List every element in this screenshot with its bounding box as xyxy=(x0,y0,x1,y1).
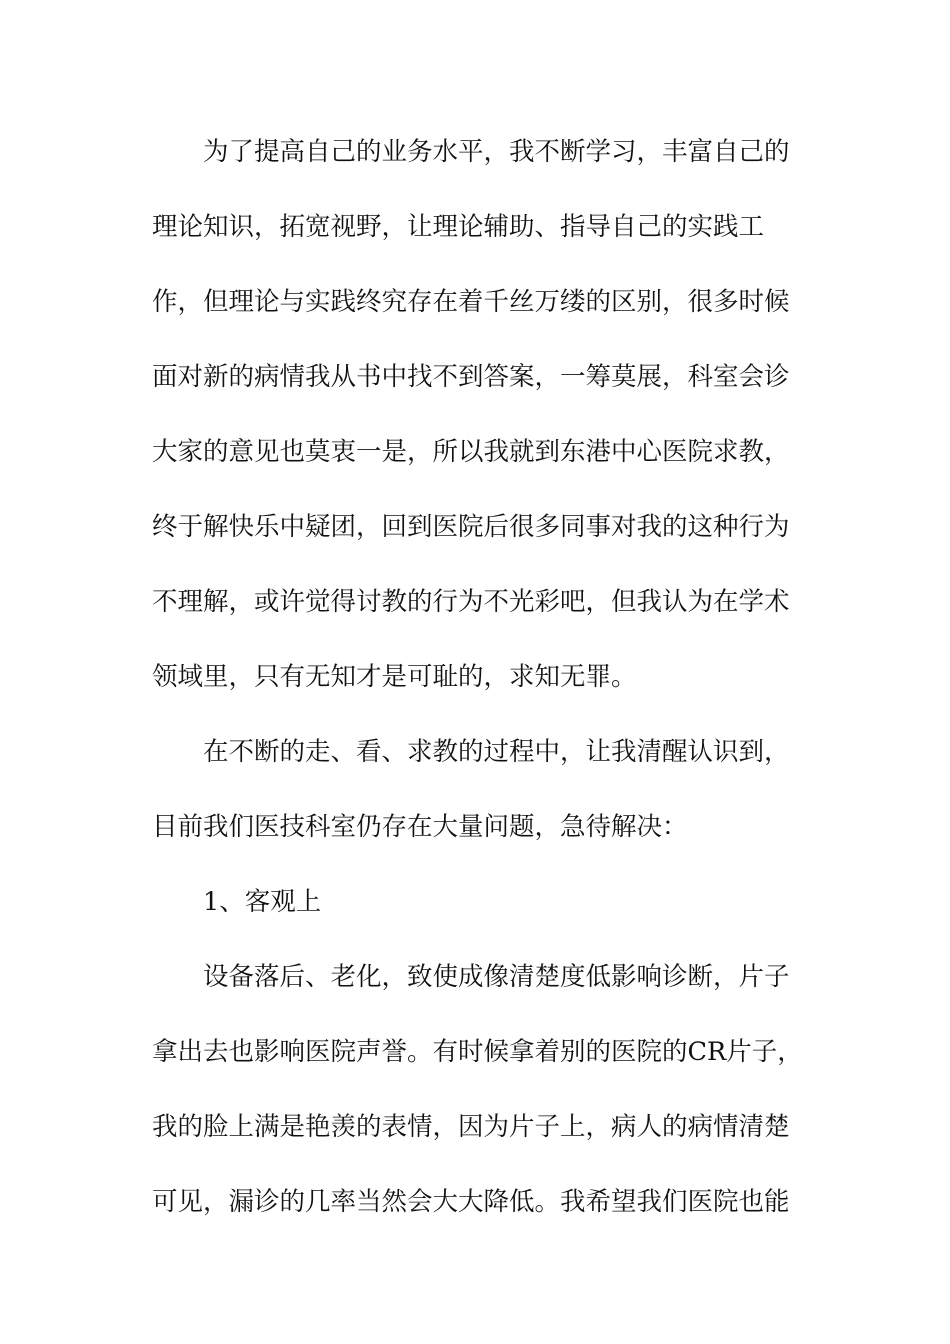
paragraph-line: 领域里，只有无知才是可耻的，求知无罪。 xyxy=(152,662,637,692)
paragraph-line: 终于解快乐中疑团，回到医院后很多同事对我的这种行为 xyxy=(152,512,790,542)
paragraph-line: 大家的意见也莫衷一是，所以我就到东港中心医院求教， xyxy=(152,437,790,467)
paragraph-line: 目前我们医技科室仍存在大量问题，急待解决： xyxy=(152,812,688,842)
paragraph-line: 面对新的病情我从书中找不到答案，一筹莫展，科室会诊 xyxy=(152,362,790,392)
paragraph-line: 为了提高自己的业务水平，我不断学习，丰富自己的 xyxy=(203,137,790,167)
paragraph-line: 理论知识，拓宽视野，让理论辅助、指导自己的实践工 xyxy=(152,212,765,242)
paragraph-line: 作，但理论与实践终究存在着千丝万缕的区别，很多时候 xyxy=(152,287,790,317)
paragraph-line: 可见，漏诊的几率当然会大大降低。我希望我们医院也能 xyxy=(152,1187,790,1217)
paragraph-line: 在不断的走、看、求教的过程中，让我清醒认识到， xyxy=(203,737,790,767)
paragraph-line: 设备落后、老化，致使成像清楚度低影响诊断，片子 xyxy=(203,962,790,992)
section-heading: 1、客观上 xyxy=(203,887,322,917)
paragraph-line: 拿出去也影响医院声誉。有时候拿着别的医院的CR片子， xyxy=(152,1037,803,1067)
paragraph-line: 不理解，或许觉得讨教的行为不光彩吧，但我认为在学术 xyxy=(152,587,790,617)
paragraph-line: 我的脸上满是艳羡的表情，因为片子上，病人的病情清楚 xyxy=(152,1112,790,1142)
